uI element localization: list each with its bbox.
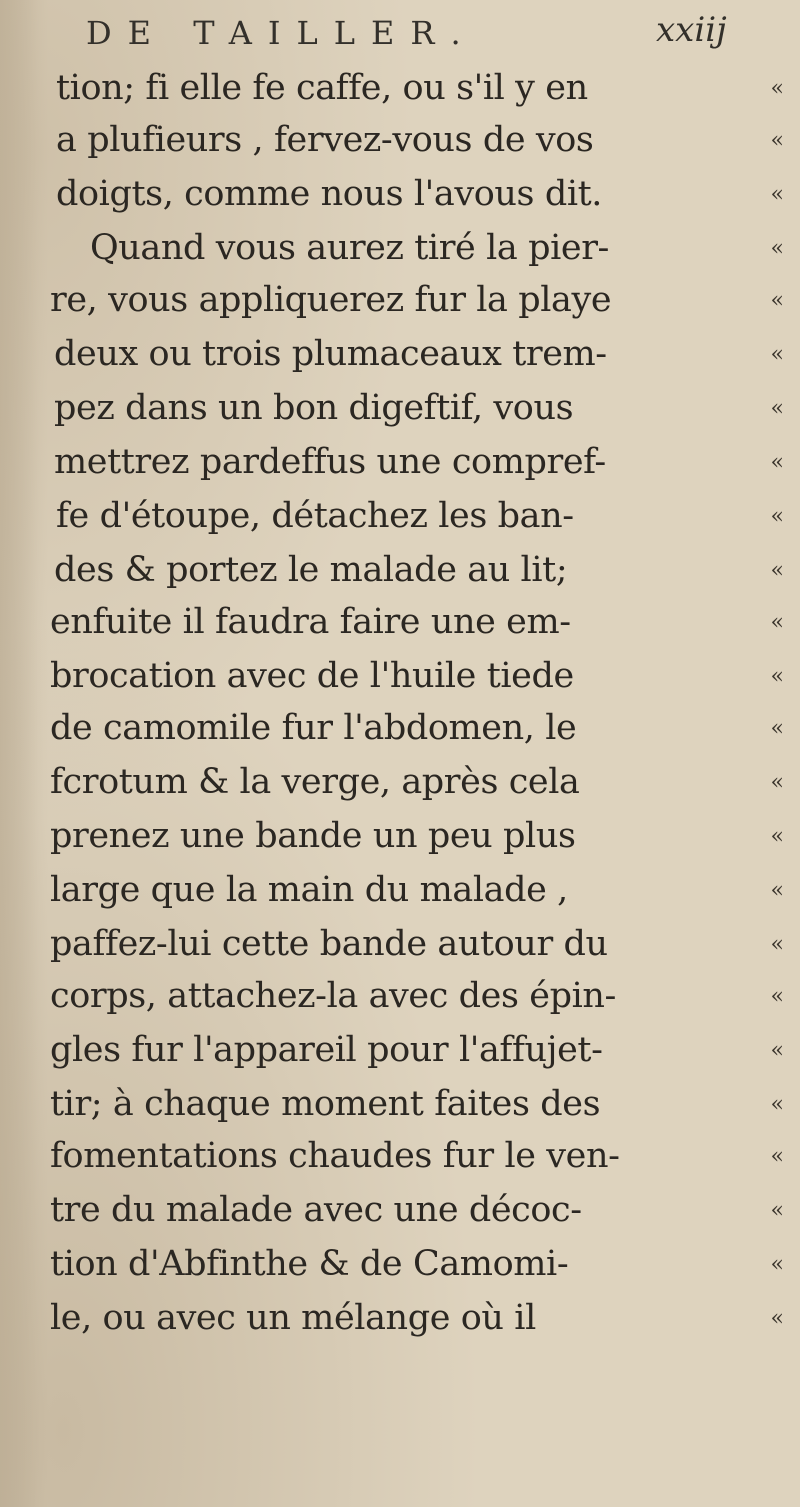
quote-marker: « <box>770 288 784 313</box>
line-text: enfuite il faudra faire une em- <box>50 602 571 642</box>
line-text: a plufieurs , fervez-vous de vos <box>56 120 594 160</box>
text-line <box>50 656 800 708</box>
line-text: tir; à chaque moment faites des <box>50 1084 601 1124</box>
quote-marker: « <box>770 128 784 153</box>
text-line <box>50 1244 800 1296</box>
text-line <box>50 1298 800 1350</box>
text-line <box>50 816 800 868</box>
line-text: de camomile fur l'abdomen, le <box>50 708 577 748</box>
line-text: tre du malade avec une décoc- <box>50 1190 582 1230</box>
line-text: re, vous appliquerez fur la playe <box>50 280 612 320</box>
line-text: brocation avec de l'huile tiede <box>50 656 574 696</box>
text-line <box>50 870 800 922</box>
text-line <box>50 708 800 760</box>
text-line <box>50 334 800 386</box>
line-text: prenez une bande un peu plus <box>50 816 576 856</box>
line-text: tion; fi elle fe caffe, ou s'il y en <box>56 68 588 108</box>
text-line <box>50 976 800 1028</box>
quote-marker: « <box>770 716 784 741</box>
quote-marker: « <box>770 1198 784 1223</box>
text-line <box>50 388 800 440</box>
line-text: le, ou avec un mélange où il <box>50 1298 536 1338</box>
line-text: Quand vous aurez tiré la pier- <box>90 228 609 268</box>
quote-marker: « <box>770 76 784 101</box>
text-line <box>50 68 800 120</box>
quote-marker: « <box>770 182 784 207</box>
line-text: large que la main du malade , <box>50 870 568 910</box>
text-line <box>50 550 800 602</box>
running-title: DE TAILLER. <box>86 14 477 52</box>
text-line <box>50 1136 800 1188</box>
line-text: paffez-lui cette bande autour du <box>50 924 608 964</box>
text-line <box>50 1084 800 1136</box>
line-text: tion d'Abfinthe & de Camomi- <box>50 1244 569 1284</box>
line-text: fe d'étoupe, détachez les ban- <box>56 496 574 536</box>
quote-marker: « <box>770 1144 784 1169</box>
quote-marker: « <box>770 770 784 795</box>
line-text: deux ou trois plumaceaux trem- <box>54 334 607 374</box>
text-line <box>50 496 800 548</box>
text-line <box>50 1030 800 1082</box>
quote-marker: « <box>770 878 784 903</box>
quote-marker: « <box>770 1092 784 1117</box>
quote-marker: « <box>770 1306 784 1331</box>
quote-marker: « <box>770 984 784 1009</box>
quote-marker: « <box>770 1252 784 1277</box>
page-folio: xxiij <box>656 10 727 50</box>
line-text: fomentations chaudes fur le ven- <box>50 1136 620 1176</box>
text-line <box>50 1190 800 1242</box>
line-text: doigts, comme nous l'avous dit. <box>56 174 603 214</box>
quote-marker: « <box>770 558 784 583</box>
text-line <box>50 762 800 814</box>
quote-marker: « <box>770 824 784 849</box>
quote-marker: « <box>770 932 784 957</box>
quote-marker: « <box>770 450 784 475</box>
text-line <box>50 602 800 654</box>
quote-marker: « <box>770 236 784 261</box>
line-text: pez dans un bon digeftif, vous <box>54 388 574 428</box>
quote-marker: « <box>770 504 784 529</box>
quote-marker: « <box>770 1038 784 1063</box>
line-text: des & portez le malade au lit; <box>54 550 568 590</box>
text-line <box>50 120 800 172</box>
quote-marker: « <box>770 610 784 635</box>
line-text: fcrotum & la verge, après cela <box>50 762 580 802</box>
text-line <box>50 174 800 226</box>
text-line <box>50 228 800 280</box>
quote-marker: « <box>770 396 784 421</box>
text-line <box>50 442 800 494</box>
quote-marker: « <box>770 342 784 367</box>
text-line <box>50 924 800 976</box>
line-text: corps, attachez-la avec des épin- <box>50 976 616 1016</box>
line-text: mettrez pardeffus une compref- <box>54 442 606 482</box>
line-text: gles fur l'appareil pour l'affujet- <box>50 1030 603 1070</box>
text-line <box>50 280 800 332</box>
quote-marker: « <box>770 664 784 689</box>
